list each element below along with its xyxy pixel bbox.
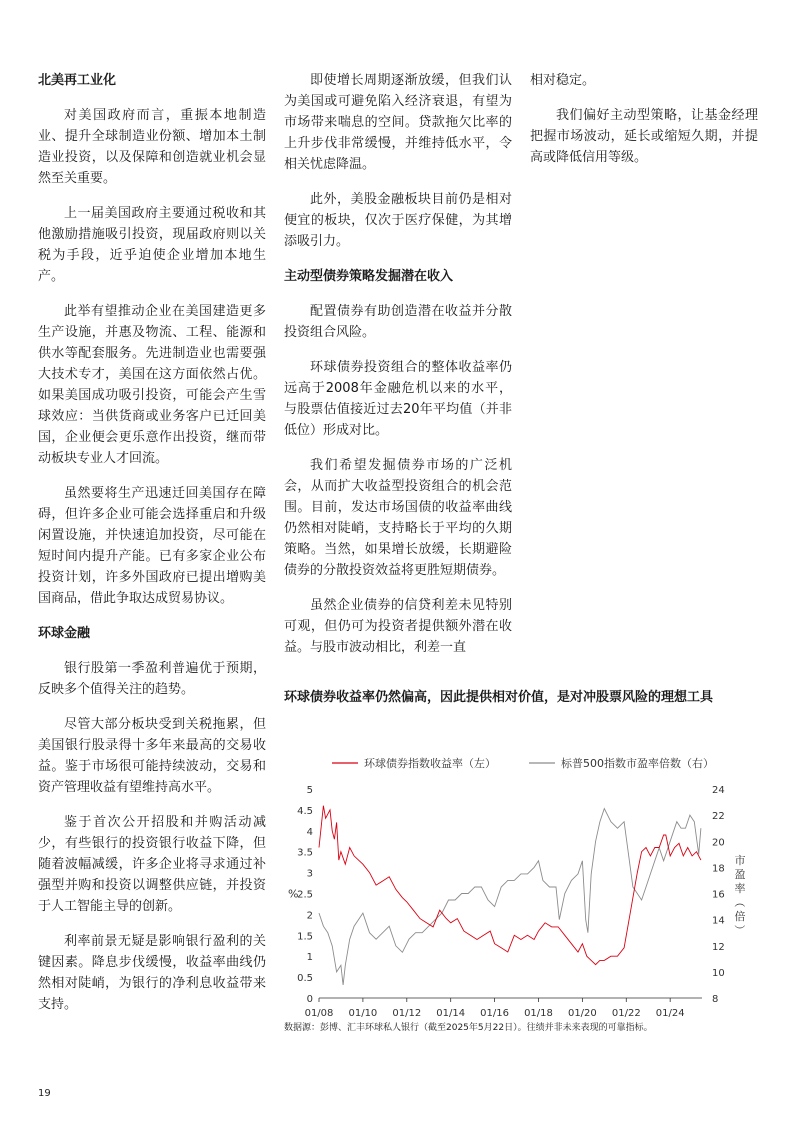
- y-right-tick-label: 24: [712, 785, 725, 796]
- y-right-axis-label-char: 倍: [734, 910, 746, 923]
- x-tick-label: 01/16: [480, 1008, 510, 1019]
- y-right-axis-label-char: 率: [734, 882, 746, 895]
- x-tick-label: 01/22: [611, 1008, 641, 1019]
- series-line-pe-ratio: [319, 809, 701, 985]
- paragraph: 虽然企业债券的信贷利差未见特别可观，但仍可为投资者提供额外潜在收益。与股市波动相比，利差一直: [284, 598, 512, 655]
- y-right-tick-label: 10: [712, 967, 725, 979]
- y-left-tick-label: 1: [306, 952, 313, 964]
- y-right-tick-label: 22: [712, 811, 725, 823]
- x-tick-label: 01/18: [524, 1008, 553, 1019]
- y-right-tick-label: 16: [712, 889, 725, 901]
- y-right-axis-label-char: ）: [733, 924, 746, 936]
- y-left-tick-label: 4.5: [297, 805, 313, 817]
- x-tick-label: 01/24: [655, 1008, 685, 1019]
- y-right-tick-label: 8: [712, 994, 719, 1005]
- y-left-tick-label: 3.5: [297, 847, 313, 859]
- section-heading-reindustrialization: 北美再工业化: [38, 73, 117, 88]
- text-column-1: [38, 70, 266, 1029]
- x-tick-label: 01/20: [567, 1008, 597, 1019]
- paragraph: 此举有望推动企业在美国建造更多生产设施，并惠及物流、工程、能源和供水等配套服务。先进制造业也需要强大技术专才，美国在这方面依然占优。如果美国成功吸引投资，可能会产生雪球效应：当供货商或业务客户已迁回美国，企业便会更乐意作出投资，继而带动板块专业人才回流。: [38, 304, 266, 466]
- series-line-bond-yield: [319, 806, 701, 965]
- paragraph: 我们偏好主动型策略，让基金经理把握市场波动，延长或缩短久期，并提高或降低信用等级。: [530, 108, 758, 165]
- y-left-axis-label: %: [288, 887, 299, 901]
- y-right-tick-label: 14: [712, 915, 725, 927]
- x-tick-label: 01/14: [436, 1008, 466, 1019]
- chart-title: 环球债券收益率仍然偏高，因此提供相对价值，是对冲股票风险的理想工具: [284, 690, 714, 705]
- y-left-tick-label: 0.5: [297, 973, 313, 985]
- y-right-tick-label: 12: [712, 941, 725, 953]
- y-left-tick-label: 5: [306, 785, 313, 796]
- x-tick-label: 01/08: [304, 1008, 334, 1019]
- paragraph: 银行股第一季盈利普遍优于预期，反映多个值得关注的趋势。: [38, 661, 266, 697]
- paragraph: 利率前景无疑是影响银行盈利的关键因素。降息步伐缓慢，收益率曲线仍然相对陡峭，为银行的净利息收益带来支持。: [38, 934, 266, 1012]
- chart-figure: [284, 688, 754, 1036]
- paragraph: 虽然要将生产迅速迁回美国存在障碍，但许多企业可能会选择重启和升级闲置设施，并快速追加投资，尽可能在短时间内提升产能。已有多家企业公布投资计划，许多外国政府已提出增购美国商品，借此争取达成贸易协议。: [38, 486, 266, 606]
- y-right-axis-label-char: 盈: [734, 868, 746, 881]
- y-right-tick-label: 20: [712, 837, 725, 849]
- text-column-3: [530, 70, 758, 182]
- x-tick-label: 01/10: [348, 1008, 378, 1019]
- y-right-axis-label-char: （: [733, 896, 746, 908]
- y-left-tick-label: 2: [306, 910, 313, 922]
- paragraph: 鉴于首次公开招股和并购活动减少，有些银行的投资银行收益下降，但随着波幅减缓，许多企业将寻求通过补强型并购和投资以调整供应链，并投资于人工智能主导的创新。: [38, 815, 266, 914]
- y-left-tick-label: 0: [306, 994, 313, 1005]
- paragraph: 上一届美国政府主要通过税收和其他激励措施吸引投资，现届政府则以关税为手段，近乎迫使企业增加本地生产。: [38, 206, 266, 284]
- paragraph: 尽管大部分板块受到关税拖累，但美国银行股录得十多年来最高的交易收益。鉴于市场很可能持续波动，交易和资产管理收益有望维持高水平。: [38, 717, 266, 795]
- paragraph: 对美国政府而言，重振本地制造业、提升全球制造业份额、增加本土制造业投资，以及保障和创造就业机会显然至关重要。: [38, 108, 266, 186]
- section-heading-active-bond-strategy: 主动型债券策略发掘潜在收入: [284, 269, 454, 284]
- y-left-tick-label: 2.5: [297, 889, 313, 901]
- y-left-tick-label: 4: [306, 826, 313, 838]
- section-heading-global-finance: 环球金融: [38, 626, 91, 641]
- y-right-tick-label: 18: [712, 863, 725, 875]
- text-column-2: [284, 70, 512, 672]
- y-left-tick-label: 3: [306, 868, 313, 880]
- paragraph: 环球债券投资组合的整体收益率仍远高于2008年金融危机以来的水平，与股票估值接近过去20年平均值（并非低位）形成对比。: [284, 360, 512, 438]
- y-right-axis-label-char: 市: [734, 854, 746, 867]
- paragraph: 我们希望发掘债券市场的广泛机会，从而扩大收益型投资组合的机会范围。目前，发达市场国债的收益率曲线仍然相对陡峭，支持略长于平均的久期策略。当然，如果增长放缓，长期避险债券的分散投资效益将更胜短期债券。: [284, 458, 512, 578]
- paragraph: 配置债券有助创造潜在收益并分散投资组合风险。: [284, 304, 512, 340]
- paragraph-continued: 相对稳定。: [530, 73, 596, 88]
- legend-label-pe-ratio: 标普500指数市盈率倍数（右）: [561, 757, 714, 770]
- chart-svg: [284, 716, 754, 1036]
- page-number: 19: [38, 1088, 51, 1099]
- paragraph: 即使增长周期逐渐放缓，但我们认为美国或可避免陷入经济衰退，有望为市场带来喘息的空间。贷款拖欠比率的上升步伐非常缓慢，并维持低水平，令相关忧虑降温。: [284, 73, 512, 172]
- y-left-tick-label: 1.5: [297, 931, 313, 943]
- legend-label-bond-yield: 环球债券指数收益率（左）: [364, 757, 496, 770]
- x-tick-label: 01/12: [392, 1008, 422, 1019]
- chart-source-note: 数据源：彭博、汇丰环球私人银行（截至2025年5月22日）。往绩并非未来表现的可靠指标。: [284, 1023, 653, 1033]
- paragraph: 此外，美股金融板块目前仍是相对便宜的板块，仅次于医疗保健，为其增添吸引力。: [284, 192, 512, 249]
